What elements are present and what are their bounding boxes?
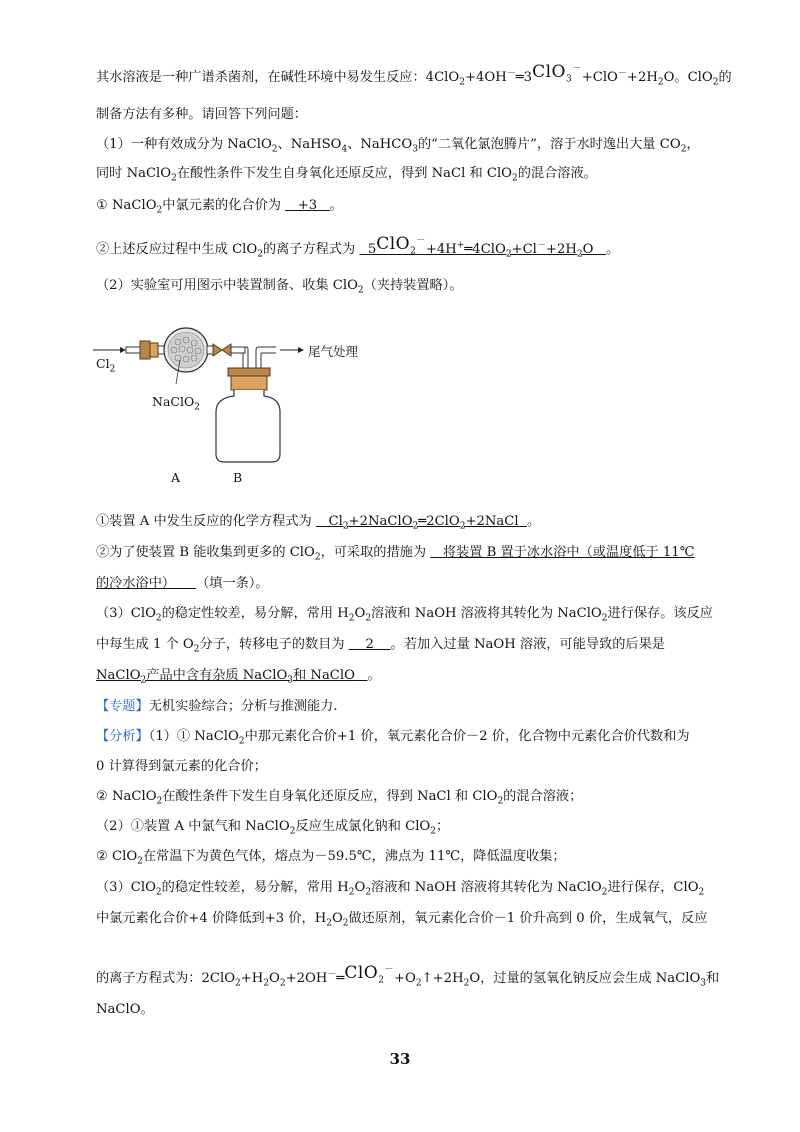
apparatus-a-label: A	[171, 470, 181, 485]
chlorate-ion: ClO$_3$－	[532, 62, 582, 85]
q2-answer-1: $Cl_2+2NaClO_2═2ClO_2+2NaCl$	[328, 514, 519, 532]
q1-line-1: （1）一种有效成分为 NaClO$_2$、NaHSO$_4$、NaHCO$_3$的“二氧化氯泡腾片”，溶于水时逸出大量 $CO_2$，	[96, 137, 700, 155]
tail-gas-label: 尾气处理	[308, 344, 359, 359]
chlorite-ion: ClO$_2$－	[344, 963, 394, 986]
q3-line-3: NaClO$_2$产品中含有杂质 NaClO$_3$和 NaClO 。	[96, 668, 381, 686]
analysis-line-7: 中氯元素化合价+4 价降低到+3 价，$H_2O_2$做还原剂，氧元素化合价－1 价升高到 0 价，生成氧气，反应	[96, 911, 708, 929]
q1-answer-2: $5ClO_2^-+4H^+═4ClO_2+Cl^-+2H_2O$	[367, 234, 594, 260]
analysis-line-6: （3）ClO$_2$的稳定性较差，易分解，常用 $H_2O_2$溶液和 NaOH 溶液将其转化为 NaClO$_2$进行保存，ClO$_2$	[96, 880, 705, 898]
analysis-line-4: （2）①装置 A 中氯气和 NaClO$_2$反应生成氯化钠和 ClO$_2$；	[96, 819, 450, 837]
q1-line-2: 同时 NaClO$_2$在酸性条件下发生自身氧化还原反应，得到 NaCl 和 ClO$_2$的混合溶液。	[96, 166, 597, 184]
analysis-line-5: ② ClO$_2$在常温下为黄色气体，熔点为－59.5℃，沸点为 11℃，降低温度收集；	[96, 849, 566, 867]
analysis-line-1: 【分析】（1）① NaClO$_2$中那元素化合价+1 价，氧元素化合价－2 价，化合物中元素化合价代数和为	[96, 729, 690, 747]
topic-tag: 【专题】	[96, 699, 149, 714]
page-number: 33	[389, 1050, 411, 1068]
cl2-label: $Cl_2$	[96, 356, 116, 375]
q2-answer-2-part-1: 将装置 B 置于冰水浴中（或温度低于 11℃	[442, 545, 695, 560]
analysis-line-8: 的离子方程式为：$2ClO_2+H_2O_2+2OH^-═ClO_2^-+O_2↑+2H_2O$，过量的氢氧化钠反应会生成 NaClO$_3$和	[96, 963, 720, 989]
q2-intro: （2）实验室可用图示中装置制备、收集 ClO$_2$（夹持装置略）。	[96, 278, 463, 296]
intro-line-1: 其水溶液是一种广谱杀菌剂，在碱性环境中易发生反应：$4ClO_2+4OH^-═3ClO_3^-+ClO^-+2H_2O$。ClO$_2$的	[96, 62, 732, 88]
apparatus-diagram	[88, 322, 388, 497]
q1-sub-1: ① NaClO$_2$中氯元素的化合价为 +3 。	[96, 198, 343, 216]
q2-sub-1: ①装置 A 中发生反应的化学方程式为 $Cl_2+2NaClO_2═2ClO_2+2NaCl$ 。	[96, 514, 541, 532]
topic-line: 【专题】无机实验综合；分析与推测能力.	[96, 699, 338, 714]
q1-answer-1: +3	[297, 198, 318, 213]
q3-line-1: （3）ClO$_2$的稳定性较差，易分解，常用 $H_2O_2$溶液和 NaOH 溶液将其转化为 NaClO$_2$进行保存。该反应	[96, 606, 713, 624]
analysis-line-2: 0 计算得到氯元素的化合价；	[96, 759, 267, 774]
q3-answer-2: NaClO$_2$产品中含有杂质 NaClO$_3$和 NaClO	[96, 668, 355, 686]
q2-sub-2-line-1: ②为了使装置 B 能收集到更多的 ClO$_2$，可采取的措施为 将装置 B 置于冰水浴中（或温度低于 11℃	[96, 545, 695, 563]
q2-sub-2-line-2: 的冷水浴中） （填一条）。	[96, 576, 269, 591]
q1-sub-2: ②上述反应过程中生成 ClO$_2$的离子方程式为 $5ClO_2^-+4H^+═4ClO_2+Cl^-+2H_2O$ 。	[96, 234, 620, 260]
analysis-line-3: ② NaClO$_2$在酸性条件下发生自身氧化还原反应，得到 NaCl 和 ClO$_2$的混合溶液；	[96, 789, 583, 807]
q2-answer-2-part-2: 的冷水浴中）	[96, 576, 176, 591]
analysis-line-9: NaClO。	[96, 1002, 154, 1017]
apparatus-b-label: B	[233, 470, 243, 485]
naclo2-label: NaClO$_2$	[152, 394, 200, 413]
analysis-tag: 【分析】	[96, 729, 149, 744]
q3-answer-1: 2	[365, 637, 374, 652]
q3-line-2: 中每生成 1 个 $O_2$分子，转移电子的数目为 2 。若加入过量 NaOH 溶液，可能导致的后果是	[96, 637, 665, 655]
intro-line-2: 制备方法有多种。请回答下列问题：	[96, 107, 307, 122]
